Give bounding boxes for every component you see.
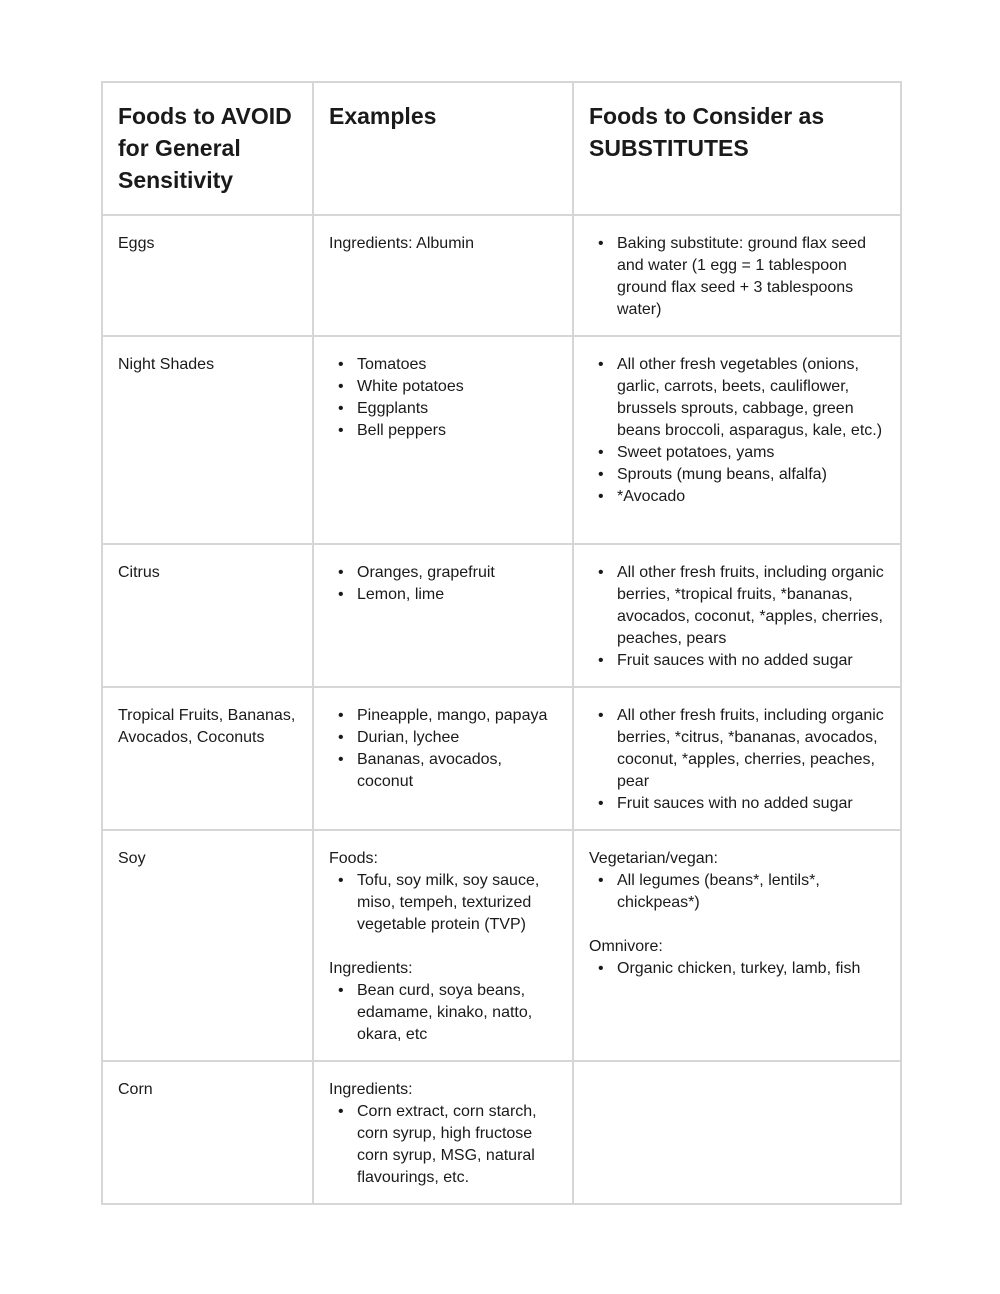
list-item: • All other fresh vegetables (onions, garlic, carrots, beets, cauliflower, brussels sprouts, cabbage, green beans broccoli, asparagus, kale, etc.) [617,354,886,442]
substitutes-list [589,562,886,672]
examples-cell [313,336,573,544]
header-foods-to-avoid: Foods to AVOID for General Sensitivity [102,82,313,215]
examples-list [329,354,558,442]
examples-cell: Ingredients: Albumin [313,215,573,336]
list-item: • All legumes (beans*, lentils*, chickpeas*) [617,870,886,914]
table-row-night-shades [102,336,901,544]
list-item: • Corn extract, corn starch, corn syrup, high fructose corn syrup, MSG, natural flavourings, etc. [357,1101,558,1189]
ingredients-list [329,980,558,1046]
table-row-soy [102,830,901,1061]
list-item: • Tofu, soy milk, soy sauce, miso, tempeh, texturized vegetable protein (TVP) [357,870,558,936]
omnivore-label: Omnivore: [589,938,663,955]
list-item: • Organic chicken, turkey, lamb, fish [617,958,886,980]
examples-list [329,562,558,606]
vegetarian-list [589,870,886,914]
food-cell: Soy [102,830,313,1061]
food-sensitivity-table [101,81,902,1205]
list-item: • Bell peppers [357,420,558,442]
food-cell: Corn [102,1061,313,1204]
examples-cell [313,830,573,1061]
list-item: • Bananas, avocados, coconut [357,749,558,793]
header-examples: Examples [313,82,573,215]
food-sensitivity-sheet [101,81,898,1205]
list-item: • All other fresh fruits, including organic berries, *citrus, *bananas, avocados, coconut, *apples, cherries, peaches, pear [617,705,886,793]
list-item: • All other fresh fruits, including organic berries, *tropical fruits, *bananas, avocados, coconut, *apples, cherries, peaches, pears [617,562,886,650]
vegetarian-vegan-label: Vegetarian/vegan: [589,850,718,867]
list-item: • Pineapple, mango, papaya [357,705,558,727]
list-item: • Durian, lychee [357,727,558,749]
substitutes-cell [573,830,901,1061]
list-item: • Oranges, grapefruit [357,562,558,584]
list-item: • Tomatoes [357,354,558,376]
examples-cell [313,544,573,687]
examples-list [329,705,558,793]
list-item: • Eggplants [357,398,558,420]
substitutes-list [589,354,886,508]
ingredients-list [329,1101,558,1189]
substitutes-cell [573,336,901,544]
list-item: • Sweet potatoes, yams [617,442,886,464]
substitutes-cell [573,215,901,336]
examples-cell [313,1061,573,1204]
substitutes-cell [573,1061,901,1204]
list-item: • White potatoes [357,376,558,398]
examples-cell [313,687,573,830]
header-substitutes: Foods to Consider as SUBSTITUTES [573,82,901,215]
food-cell: Eggs [102,215,313,336]
ingredients-label: Ingredients: [329,960,413,977]
foods-label: Foods: [329,850,378,867]
list-item: • Fruit sauces with no added sugar [617,793,886,815]
list-item: • Bean curd, soya beans, edamame, kinako, natto, okara, etc [357,980,558,1046]
table-row-tropical-fruits [102,687,901,830]
table-header-row [102,82,901,215]
substitutes-list [589,233,886,321]
list-item: • Lemon, lime [357,584,558,606]
foods-list [329,870,558,936]
food-cell: Citrus [102,544,313,687]
substitutes-cell [573,687,901,830]
substitutes-cell [573,544,901,687]
list-item: • Fruit sauces with no added sugar [617,650,886,672]
list-item: • *Avocado [617,486,886,508]
list-item: • Sprouts (mung beans, alfalfa) [617,464,886,486]
food-cell: Tropical Fruits, Bananas, Avocados, Coconuts [102,687,313,830]
food-cell: Night Shades [102,336,313,544]
table-row-eggs [102,215,901,336]
omnivore-list [589,958,886,980]
table-row-corn [102,1061,901,1204]
substitutes-list [589,705,886,815]
ingredients-label: Ingredients: [329,1081,413,1098]
table-row-citrus [102,544,901,687]
list-item: • Baking substitute: ground flax seed and water (1 egg = 1 tablespoon ground flax seed + 3 tablespoons water) [617,233,886,321]
